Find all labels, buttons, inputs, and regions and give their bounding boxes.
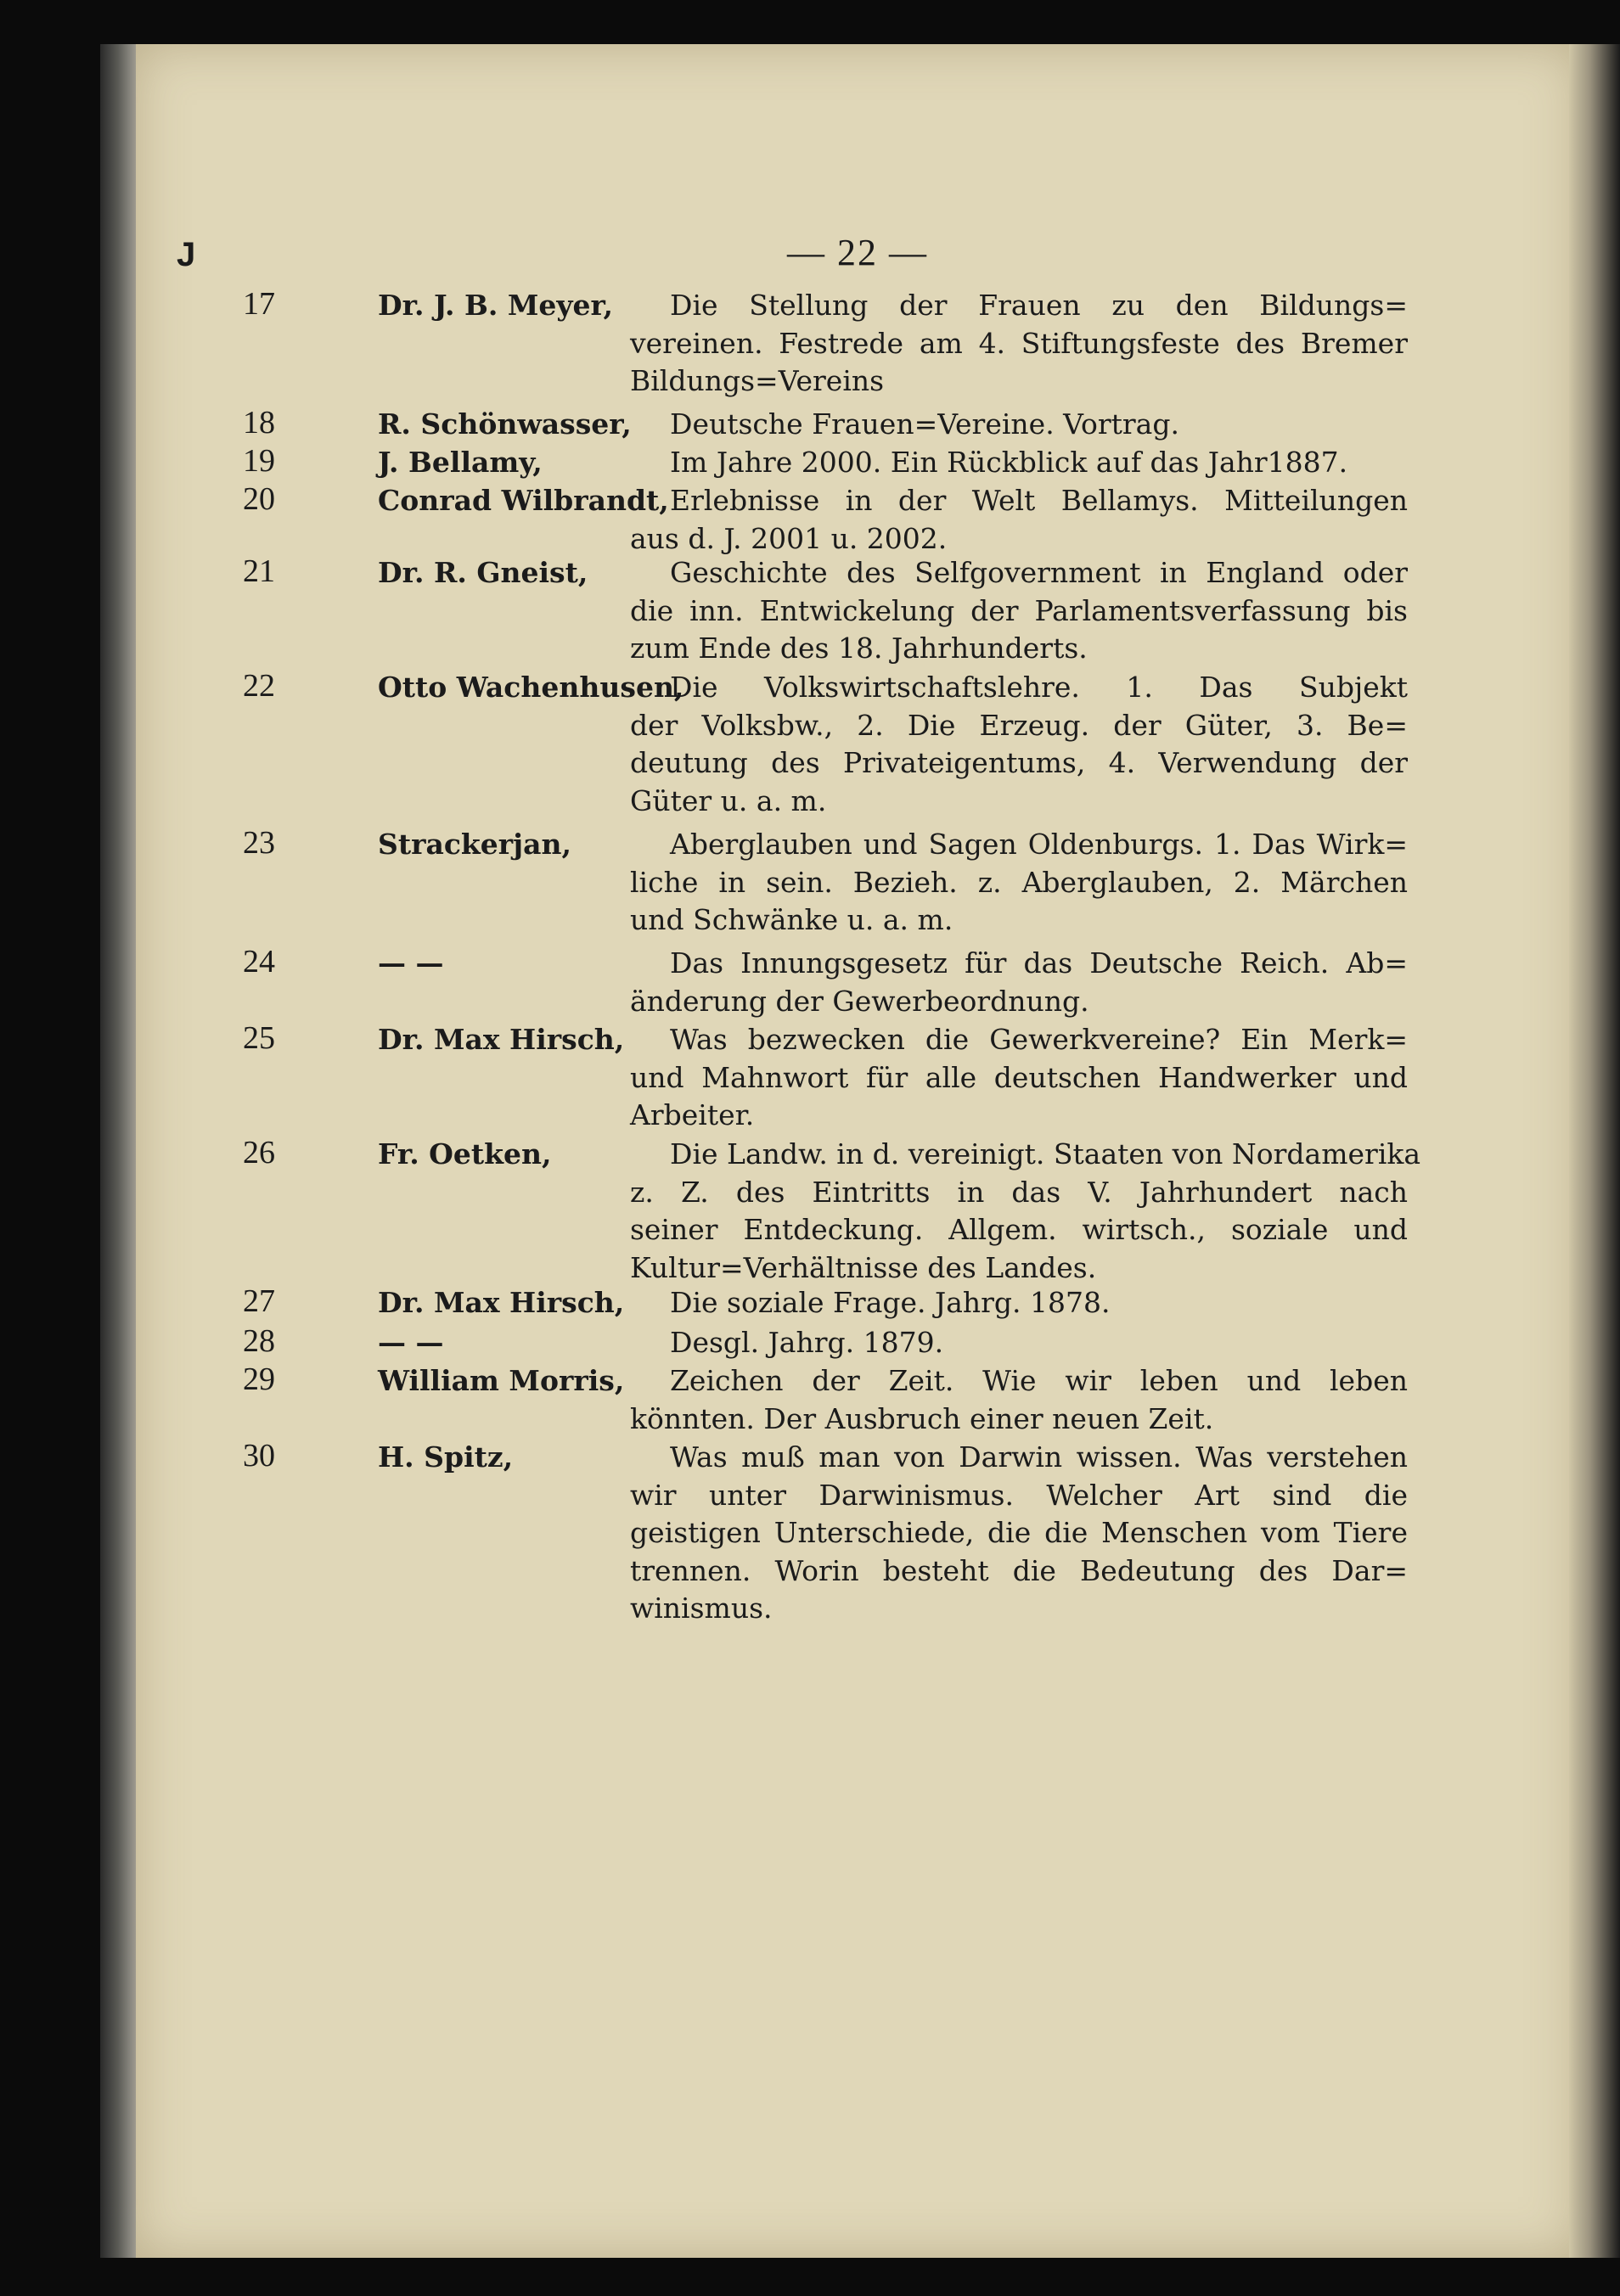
entry-text-line: Das Innungsgesetz für das Deutsche Reich. Ab= [670, 946, 1408, 980]
entry-text-line: die inn. Entwickelung der Parlamentsverfassung bis [630, 593, 1408, 627]
entry-text-line: trennen. Worin besteht die Bedeutung des Dar= [630, 1553, 1408, 1587]
entry-text-line: änderung der Gewerbeordnung. [630, 984, 1089, 1018]
entry-text-line: Aberglauben und Sagen Oldenburgs. 1. Das Wirk= [670, 828, 1408, 861]
entry-text-line: z. Z. des Eintritts in das V. Jahrhundert nach [630, 1175, 1408, 1209]
entry-text-line: aus d. J. 2001 u. 2002. [630, 521, 948, 555]
entry-text-line: Deutsche Frauen=Vereine. Vortrag. [670, 407, 1179, 441]
entry-text-line: und Schwänke u. a. m. [630, 903, 953, 936]
entry-text-line: Arbeiter. [630, 1098, 755, 1131]
entry-number: 29 [243, 1361, 275, 1397]
entry-text-line: Die Stellung der Frauen zu den Bildungs= [670, 289, 1408, 322]
entry-text-line: liche in sein. Bezieh. z. Aberglauben, 2. Märchen [630, 865, 1408, 899]
entry-author: H. Spitz, [378, 1440, 514, 1474]
entry-text-line: Im Jahre 2000. Ein Rückblick auf das Jahr1887. [670, 446, 1348, 479]
entry-author: Dr. J. B. Meyer, [378, 289, 614, 322]
entry-number: 30 [243, 1438, 275, 1474]
entry-number: 21 [243, 553, 275, 589]
entry-text-line: Kultur=Verhältnisse des Landes. [630, 1250, 1097, 1284]
entry-text-line: und Mahnwort für alle deutschen Handwerker und [630, 1060, 1408, 1094]
entry-text-line: Was bezwecken die Gewerkvereine? Ein Merk= [670, 1023, 1408, 1056]
entry-number: 28 [243, 1323, 275, 1359]
entry-author: Otto Wachenhusen, [378, 671, 684, 704]
entry-author: J. Bellamy, [378, 446, 543, 479]
entry-text-line: der Volksbw., 2. Die Erzeug. der Güter, 3. Be= [630, 708, 1408, 742]
entry-text-line: winismus. [630, 1591, 773, 1625]
entry-author: William Morris, [378, 1364, 625, 1397]
entry-number: 18 [243, 405, 275, 441]
entry-text-line: Die Landw. in d. vereinigt. Staaten von Nordamerika [670, 1137, 1421, 1170]
entry-text-line: Bildungs=Vereins [630, 364, 885, 397]
entry-author: Fr. Oetken, [378, 1137, 552, 1170]
entry-number: 26 [243, 1135, 275, 1170]
entry-text-line: Geschichte des Selfgovernment in England oder [670, 556, 1408, 589]
entry-text-line: wir unter Darwinismus. Welcher Art sind die [630, 1478, 1408, 1512]
entry-text-line: Die Volkswirtschaftslehre. 1. Das Subjekt [670, 671, 1408, 704]
entry-author: Dr. Max Hirsch, [378, 1023, 625, 1056]
entry-text-line: Was muß man von Darwin wissen. Was verstehen [670, 1440, 1408, 1474]
entry-author: R. Schönwasser, [378, 407, 632, 441]
entry-number: 23 [243, 825, 275, 861]
entry-number: 17 [243, 286, 275, 322]
entry-number: 22 [243, 668, 275, 704]
entry-number: 25 [243, 1020, 275, 1056]
entry-author: — — [378, 1326, 444, 1359]
entry-author: Conrad Wilbrandt, [378, 484, 669, 517]
entry-author: Dr. R. Gneist, [378, 556, 588, 589]
entry-text-line: Güter u. a. m. [630, 783, 827, 817]
entry-text-line: Desgl. Jahrg. 1879. [670, 1326, 944, 1359]
entry-text-line: zum Ende des 18. Jahrhunderts. [630, 632, 1088, 665]
entry-text-line: vereinen. Festrede am 4. Stiftungsfeste des Bremer [630, 326, 1408, 360]
entry-author: Dr. Max Hirsch, [378, 1286, 625, 1319]
entry-author: — — [378, 946, 444, 980]
entry-number: 20 [243, 481, 275, 517]
page-number: — 22 — [787, 232, 928, 273]
entry-text-line: seiner Entdeckung. Allgem. wirtsch., soziale und [630, 1213, 1408, 1246]
entry-text-line: geistigen Unterschiede, die die Menschen vom Tiere [630, 1516, 1408, 1549]
entry-number: 19 [243, 443, 275, 479]
entry-number: 24 [243, 944, 275, 980]
entry-text-line: könnten. Der Ausbruch einer neuen Zeit. [630, 1401, 1214, 1435]
page-edge [1569, 44, 1620, 2258]
entry-text-line: Die soziale Frage. Jahrg. 1878. [670, 1286, 1111, 1319]
entry-number: 27 [243, 1283, 275, 1319]
entry-text-line: deutung des Privateigentums, 4. Verwendung der [630, 746, 1408, 779]
entry-text-line: Zeichen der Zeit. Wie wir leben und leben [670, 1364, 1408, 1397]
entry-author: Strackerjan, [378, 828, 571, 861]
entry-text-line: Erlebnisse in der Welt Bellamys. Mitteilungen [670, 484, 1408, 517]
section-letter: J [177, 236, 196, 273]
